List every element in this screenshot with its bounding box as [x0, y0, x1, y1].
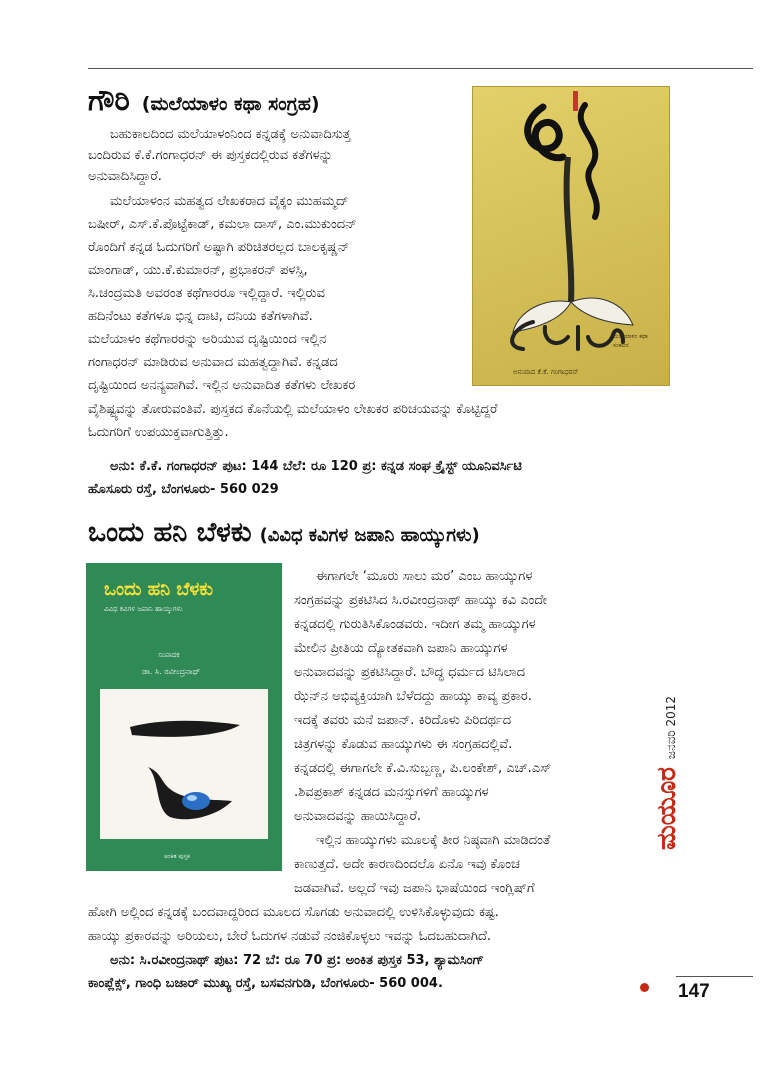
review2-cover-publisher: ಅಂಕಿತ ಪುಸ್ತಕ — [164, 853, 190, 860]
review1-details-line: ಅನು: ಕೆ.ಕೆ. ಗಂಗಾಧರನ್ ಪುಟ: 144 ಬೆಲೆ: ರೂ 120 ಪ್ರ: ಕನ್ನಡ ಸಂಘ ಕ್ರೈಸ್ಟ್ ಯೂನಿವರ್ಸಿಟಿ — [110, 459, 522, 474]
review2-heading — [88, 517, 480, 549]
review2-line: ಕನ್ನಡದಲ್ಲಿ ಗುರುತಿಸಿಕೊಂಡವರು. ಇದೀಗ ತಮ್ಮ ಹಾಯ್ಕುಗಳ — [294, 617, 536, 632]
review2-cover-subtitle: ವಿವಿಧ ಕವಿಗಳ ಜಪಾನಿ ಹಾಯ್ಕುಗಳು — [104, 605, 183, 613]
review1-details-line: ಹೊಸೂರು ರಸ್ತೆ, ಬೆಂಗಳೂರು- 560 029 — [88, 482, 279, 497]
review2-cover-art-panel — [100, 689, 268, 839]
review1-book-cover — [472, 86, 670, 386]
review2-line: ಕಾಣುತ್ತದೆ. ಅದೇ ಕಾರಣದಿಂದಲೊ ಏನೊ ಇವು ಕೊಂಚ — [294, 857, 520, 872]
review1-line: ಬಂದಿರುವ ಕೆ.ಕೆ.ಗಂಗಾಧರನ್ ಈ ಪುಸ್ತಕದಲ್ಲಿರುವ ಕತೆಗಳನ್ನು — [88, 148, 333, 163]
review2-details-line: ಅನು: ಸಿ.ರವೀಂದ್ರನಾಥ್ ಪುಟ: 72 ಬೆ: ರೂ 70 ಪ್ರ: ಅಂಕಿತ ಪುಸ್ತಕ 53, ಶ್ಯಾಮಸಿಂಗ್ — [110, 953, 484, 968]
review1-line: ಬಹುಕಾಲದಿಂದ ಮಲೆಯಾಳಂನಿಂದ ಕನ್ನಡಕ್ಕೆ ಅನುವಾದಿಸುತ್ತ — [110, 127, 351, 142]
review2-line: ಅನುವಾದವನ್ನು ಹಾಯಿಸಿದ್ದಾರೆ. — [294, 809, 422, 824]
review2-cover-title: ಒಂದು ಹನಿ ಬೆಳಕು — [104, 579, 214, 600]
review2-line: ಅನುವಾದವನ್ನು ಪ್ರಕಟಿಸಿದ್ದಾರೆ. ಬೌದ್ಧ ಧರ್ಮದ ಟಿಸಿಲಾದ — [294, 665, 525, 680]
issue-date: ಜನವರಿ 2012 — [664, 695, 678, 760]
review1-line: ಅನುವಾದಿಸಿದ್ದಾರೆ. — [88, 169, 162, 184]
review2-line: ಇದಕ್ಕೆ ತವರು ಮನೆ ಜಪಾನ್. ಕಿರಿದೊಳು ಪಿರಿದರ್ಥದ — [294, 713, 512, 728]
review2-line: ಹೋಗಿ ಅಲ್ಲಿಂದ ಕನ್ನಡಕ್ಕೆ ಬಂದವಾದ್ದರಿಂದ ಮೂಲದ ಸೊಗಡು ಅನುವಾದಲ್ಲಿ ಉಳಿಸಿಕೊಳ್ಳುವುದು ಕಷ್ಟ. — [88, 905, 499, 920]
review2-cover-editor-label: ಸಂಪಾದಕ — [158, 651, 180, 659]
review1-line: ಗಂಗಾಧರನ್ ಮಾಡಿರುವ ಅನುವಾದ ಮಹತ್ವದ್ದಾಗಿವೆ. ಕನ್ನಡದ — [88, 355, 338, 370]
magazine-logo: ಮಯೂರ — [652, 767, 682, 850]
review1-title: ಗೌರಿ — [88, 83, 130, 117]
review1-line: ಬಷೀರ್, ಎಸ್.ಕೆ.ಪೊಟ್ಟೆಕಾಡ್, ಕಮಲಾ ದಾಸ್, ಎಂ.ಮುಕುಂದನ್ — [88, 217, 357, 232]
review1-line: ಮಲೆಯಾಳಂನ ಮಹತ್ವದ ಲೇಖಕರಾದ ವೈಕ್ಕಂ ಮುಹಮ್ಮದ್ — [110, 194, 349, 209]
top-rule — [88, 68, 753, 69]
review1-line: ರೊಂದಿಗೆ ಕನ್ನಡ ಓದುಗರಿಗೆ ಅಷ್ಟಾಗಿ ಪರಿಚಿತರಲ್ಲದ ಬಾಲಕೃಷ್ಣನ್ — [88, 240, 350, 255]
review2-book-cover — [86, 563, 282, 871]
review2-line: ಇಲ್ಲಿನ ಹಾಯ್ಕುಗಳು ಮೂಲಕ್ಕೆ ತೀರ ನಿಷ್ಠವಾಗಿ ಮಾಡಿದಂತೆ — [316, 833, 551, 848]
review2-line: ಮೇಲಿನ ಪ್ರೀತಿಯ ದ್ಯೋತಕವಾಗಿ ಜಪಾನಿ ಹಾಯ್ಕುಗಳ — [294, 641, 508, 656]
review1-line: ಮಲೆಯಾಳಂ ಕಥೆಗಾರರನ್ನು ಅರಿಯುವ ದೃಷ್ಟಿಯಿಂದ ಇಲ್ಲಿನ — [88, 332, 327, 347]
review2-line: ಹಾಯ್ಕು ಪ್ರಕಾರವನ್ನು ಅರಿಯಲು, ಬೇರೆ ಓದುಗಳ ನಡುವೆ ನಂಜಿಕೊಳ್ಳಲು ಇವನ್ನು ಓದಬಹುದಾಗಿದೆ. — [88, 929, 492, 944]
review2-line: ಕನ್ನಡದಲ್ಲಿ ಈಗಾಗಲೇ ಕೆ.ವಿ.ಸುಬ್ಬಣ್ಣ, ಪಿ.ಲಂಕೇಶ್, ಎಚ್.ಎಸ್ — [294, 761, 552, 776]
review2-line: ಸಂಗ್ರಹವನ್ನು ಪ್ರಕಟಿಸಿದ ಸಿ.ರವೀಂದ್ರನಾಥ್ ಹಾಯ್ಕು ಕವಿ ಎಂದೇ — [294, 593, 548, 608]
bullet-dot-icon — [640, 983, 649, 992]
review2-line: ಚಿತ್ರಗಳನ್ನು ಕೊಡುವ ಹಾಯ್ಕುಗಳು ಈ ಸಂಗ್ರಹದಲ್ಲಿವೆ. — [294, 737, 513, 752]
cover-brush-art — [100, 689, 268, 839]
magazine-side-label — [652, 696, 683, 850]
review2-title: ಒಂದು ಹನಿ ಬೆಳಕು — [88, 517, 252, 548]
page-number: 147 — [678, 981, 710, 1002]
review1-line: ಮಾಂಗಾಡ್, ಯು.ಕೆ.ಕುಮಾರನ್, ಪ್ರಭಾಕರನ್ ಪಳಸ್ಸಿ, — [88, 263, 308, 278]
footer-rule — [676, 976, 753, 977]
review2-line: ಈಗಾಗಲೇ ‘ಮೂರು ಸಾಲು ಮರ’ ಎಂಬ ಹಾಯ್ಕುಗಳ — [316, 569, 533, 584]
review1-cover-author: ಅನುವಾದ ಕೆ.ಕೆ. ಗಂಗಾಧರನ್ — [513, 368, 579, 376]
review1-cover-tagline: ಮಲೆಯಾಳಂ ಕಥಾ ಸಂಕಲನ — [613, 333, 648, 349]
review2-cover-editor: ಡಾ. ಸಿ. ರವೀಂದ್ರನಾಥ್ — [142, 667, 201, 676]
review1-line: ವೈಶಿಷ್ಟ್ಯವನ್ನು ತೋರುವಂತಿವೆ. ಪುಸ್ತಕದ ಕೊನೆಯಲ್ಲಿ ಮಲೆಯಾಳಂ ಲೇಖಕರ ಪರಿಚಯವನ್ನು ಕೊಟ್ಟಿದ್ದರೆ — [88, 402, 498, 417]
review1-heading — [88, 83, 320, 118]
review1-subtitle: (ಮಲೆಯಾಳಂ ಕಥಾ ಸಂಗ್ರಹ) — [141, 93, 320, 115]
review2-details-line: ಕಾಂಪ್ಲೆಕ್ಸ್, ಗಾಂಧಿ ಬಜಾರ್ ಮುಖ್ಯ ರಸ್ತೆ, ಬಸವನಗುಡಿ, ಬೆಂಗಳೂರು- 560 004. — [88, 976, 443, 991]
review1-line: ಓದುಗರಿಗೆ ಉಪಯುಕ್ತವಾಗುತ್ತಿತ್ತು. — [88, 425, 229, 440]
review1-line: ಸಿ.ಚಂದ್ರಮತಿ ಅವರಂತ ಕಥೆಗಾರರೂ ಇಲ್ಲಿದ್ದಾರೆ. ಇಲ್ಲಿರುವ — [88, 286, 325, 301]
review2-line: ಜಡವಾಗಿವೆ. ಅಲ್ಲದೆ ಇವು ಜಪಾನಿ ಭಾಷೆಯಿಂದ ಇಂಗ್ಲಿಷ್‌ಗೆ — [294, 881, 535, 896]
review1-line: ಹದಿನೆಂಟು ಕತೆಗಳೂ ಭಿನ್ನ ದಾಟಿ, ದನಿಯ ಕತೆಗಳಾಗಿವೆ. — [88, 309, 313, 324]
review2-line: ಝೆನ್‌ನ ಅಭಿವ್ಯಕ್ತಿಯಾಗಿ ಬೆಳೆದದ್ದು ಹಾಯ್ಕು ಕಾವ್ಯ ಪ್ರಕಾರ. — [294, 689, 532, 704]
review2-subtitle: (ವಿವಿಧ ಕವಿಗಳ ಜಪಾನಿ ಹಾಯ್ಕುಗಳು) — [259, 525, 480, 546]
review1-line: ದೃಷ್ಟಿಯಿಂದ ಅನನ್ಯವಾಗಿವೆ. ಇಲ್ಲಿನ ಅನುವಾದಿತ ಕತೆಗಳು ಲೇಖಕರ — [88, 378, 356, 393]
review2-line: .ಶಿವಪ್ರಕಾಶ್ ಕನ್ನಡದ ಮನಸ್ಸುಗಳಿಗೆ ಹಾಯ್ಕುಗಳ — [294, 785, 489, 800]
